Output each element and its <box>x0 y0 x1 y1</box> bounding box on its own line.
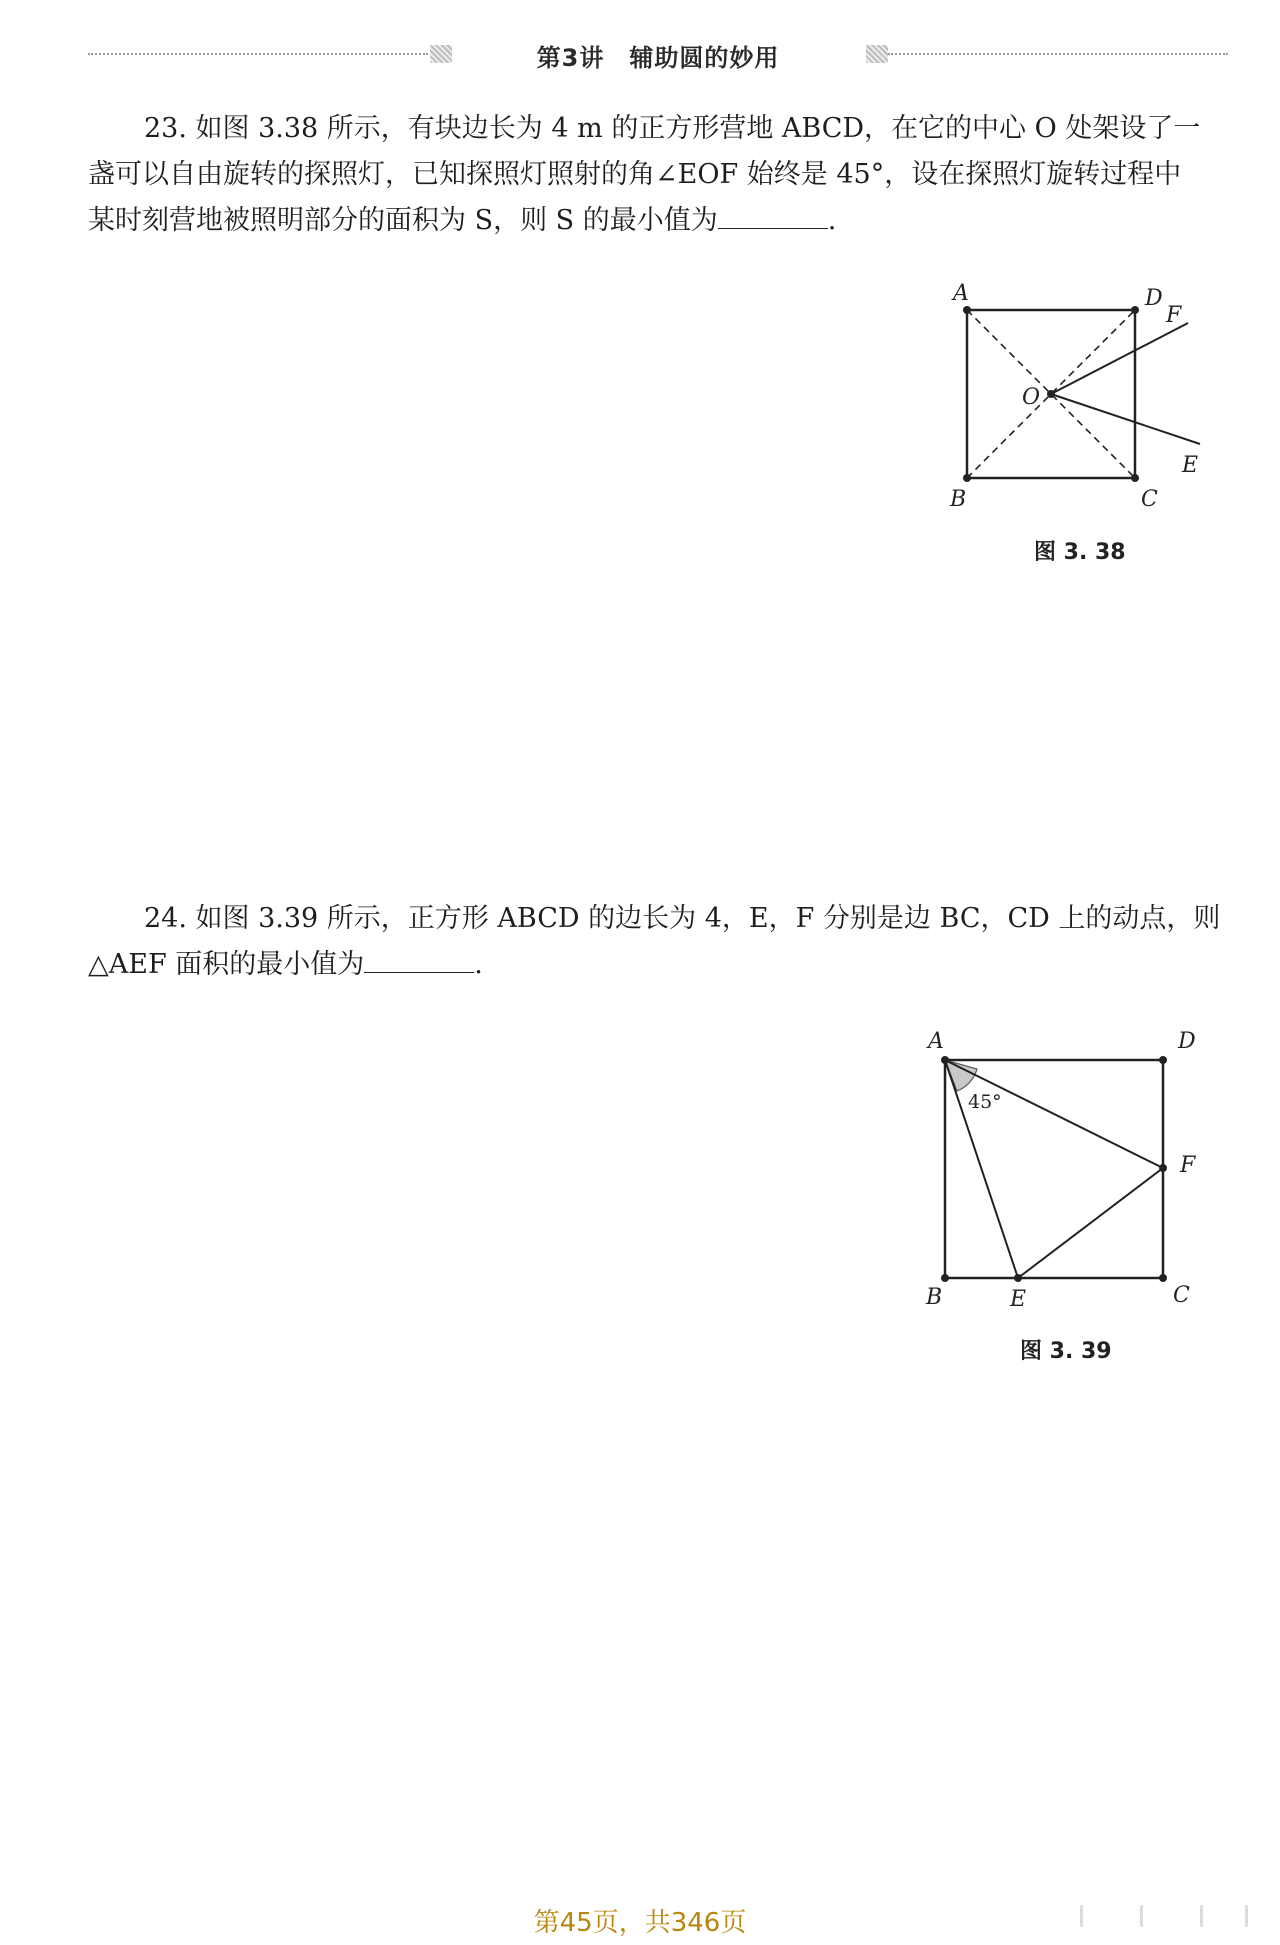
label-a: A <box>953 281 969 306</box>
point-b <box>941 1274 949 1282</box>
chapter-title: 第3讲 辅助圆的妙用 <box>536 44 780 72</box>
point-c <box>1131 474 1139 482</box>
point-a <box>963 306 971 314</box>
label-o: O <box>1022 385 1041 410</box>
label-d: D <box>1145 286 1163 311</box>
label-e: E <box>1010 1287 1027 1312</box>
figure-3-39 <box>900 1020 1230 1320</box>
point-c <box>1159 1274 1167 1282</box>
ray-oe <box>1051 394 1200 444</box>
running-header <box>88 34 1228 74</box>
header-rule-left <box>88 53 428 55</box>
problem-23 <box>88 106 1238 244</box>
problem-24-line-2-text: △AEF 面积的最小值为 <box>88 949 365 980</box>
point-d <box>1159 1056 1167 1064</box>
label-c: C <box>1173 1283 1190 1308</box>
angle-label: 45° <box>968 1091 1002 1113</box>
problem-24-line-1: 24. 如图 3.39 所示，正方形 ABCD 的边长为 4，E，F 分别是边 BC，CD 上的动点，则 <box>144 903 1221 934</box>
header-ornament-left <box>430 45 452 63</box>
problem-23-line-3-text: 某时刻营地被照明部分的面积为 S，则 S 的最小值为 <box>88 205 718 236</box>
scroll-indicator <box>1060 1905 1260 1927</box>
label-e: E <box>1182 453 1199 478</box>
figure-3-38-caption: 图 3. 38 <box>1034 540 1126 565</box>
ray-of <box>1051 323 1188 394</box>
segment-af <box>945 1060 1163 1168</box>
figure-3-38 <box>940 280 1220 510</box>
figure-3-39-caption: 图 3. 39 <box>1020 1339 1112 1364</box>
page-counter: 第45页，共346页 <box>533 1908 747 1938</box>
problem-23-line-3-end: . <box>827 205 837 236</box>
point-a <box>941 1056 949 1064</box>
label-b: B <box>926 1285 943 1310</box>
point-d <box>1131 306 1139 314</box>
problem-23-line-3 <box>88 198 1238 244</box>
answer-blank-23 <box>718 200 828 229</box>
problem-24-line-2 <box>88 942 1238 988</box>
label-f: F <box>1166 303 1182 328</box>
label-d: D <box>1178 1029 1196 1054</box>
label-f: F <box>1180 1153 1196 1178</box>
problem-23-line-2: 盏可以自由旋转的探照灯，已知探照灯照射的角∠EOF 始终是 45°，设在探照灯旋转过程中 <box>88 159 1182 190</box>
problem-23-line-1: 23. 如图 3.38 所示，有块边长为 4 m 的正方形营地 ABCD，在它的中心 O 处架设了一 <box>144 113 1201 144</box>
segment-ef <box>1018 1168 1163 1278</box>
point-b <box>963 474 971 482</box>
problem-24-line-2-end: . <box>474 949 483 980</box>
point-o <box>1047 390 1055 398</box>
point-e <box>1014 1274 1022 1282</box>
answer-blank-24 <box>364 944 474 973</box>
label-b: B <box>950 487 967 510</box>
header-ornament-right <box>866 45 888 63</box>
label-c: C <box>1141 487 1158 510</box>
header-rule-right <box>888 53 1228 55</box>
point-f <box>1159 1164 1167 1172</box>
label-a: A <box>928 1029 944 1054</box>
problem-24 <box>88 896 1238 988</box>
